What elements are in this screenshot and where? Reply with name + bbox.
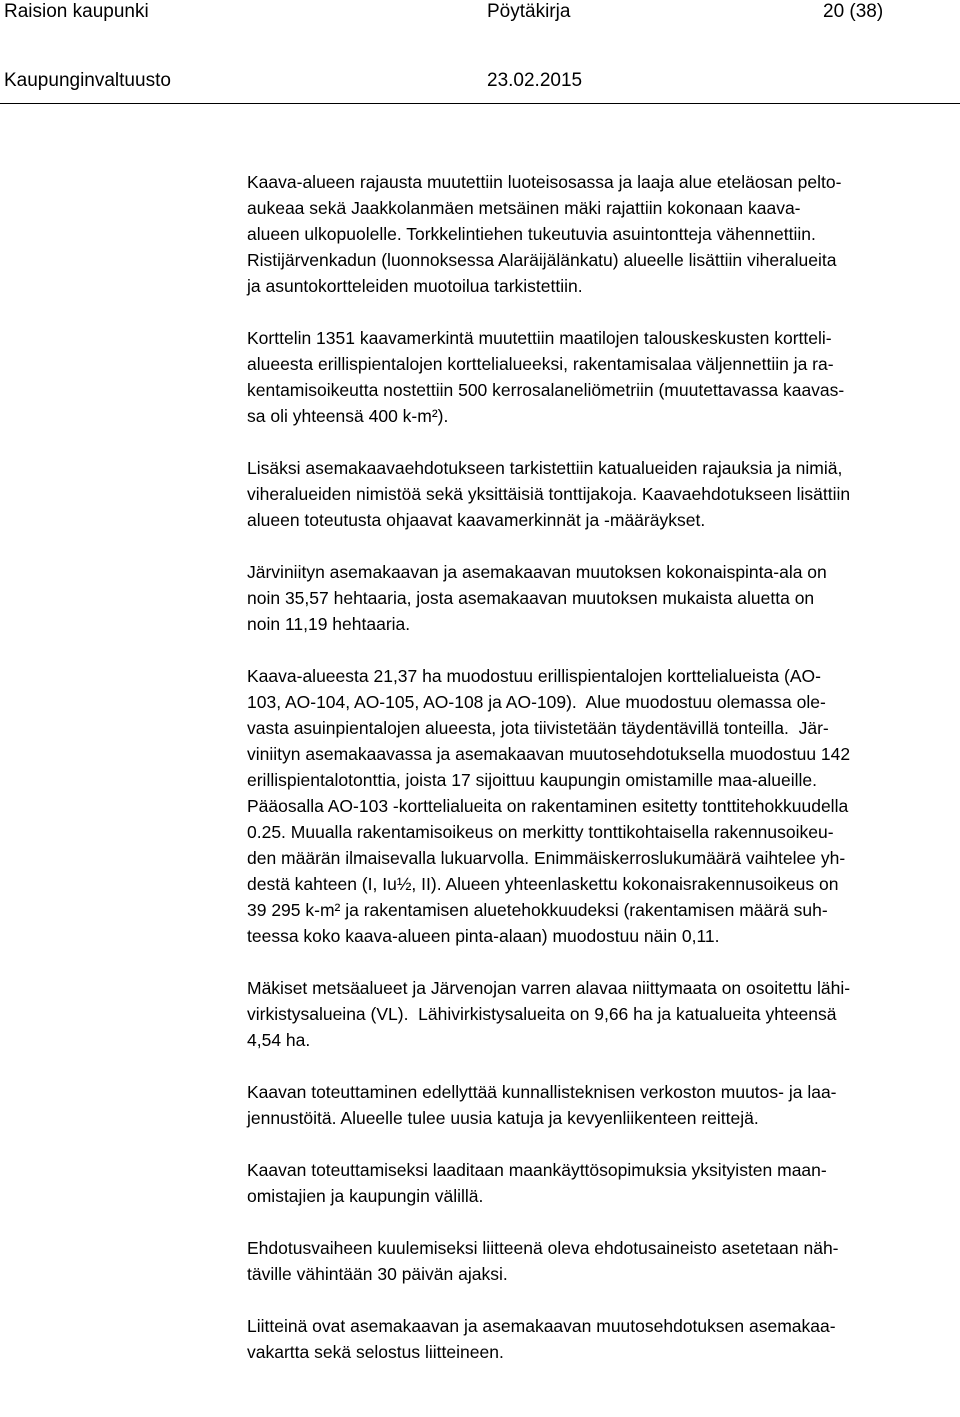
governing-body: Kaupunginvaltuusto xyxy=(4,70,171,91)
document-type: Pöytäkirja xyxy=(487,1,571,22)
meeting-date: 23.02.2015 xyxy=(487,70,583,91)
document-body xyxy=(247,169,958,1391)
page-number: 20 (38) xyxy=(823,1,884,22)
organization-name: Raision kaupunki xyxy=(4,1,149,22)
paragraph-street-areas: Lisäksi asemakaavaehdotukseen tarkistettiin katualueiden rajauksia ja nimiä, viheralueiden nimistöä sekä yksittäisiä tonttijakoja. Kaavaehdotukseen lisättiin alueen toteutusta ohjaavat kaavamerkinnät ja -määräykset. xyxy=(247,458,851,530)
paragraph-total-area: Järviniityn asemakaavan ja asemakaavan muutoksen kokonaispinta-ala on noin 35,57 hehtaaria, josta asemakaavan muutoksen mukaista aluetta on noin 11,19 hehtaaria. xyxy=(247,562,827,634)
paragraph-attachments: Liitteinä ovat asemakaavan ja asemakaavan muutosehdotuksen asemakaa- vakartta sekä selostus liitteineen. xyxy=(247,1316,836,1362)
paragraph-infrastructure: Kaavan toteuttaminen edellyttää kunnallisteknisen verkoston muutos- ja laa- jennustöitä. Alueelle tulee uusia katuja ja kevyenliikenteen reittejä. xyxy=(247,1082,837,1128)
paragraph-plan-boundary: Kaava-alueen rajausta muutettiin luoteisosassa ja laaja alue eteläosan pelto- aukeaa sekä Jaakkolanmäen metsäinen mäki rajattiin kokonaan kaava- alueen ulkopuolelle. Torkkelintiehen tukeutuvia asuintontteja vähennettiin. Ristijärvenkadun (luonnoksessa Alaräijälänkatu) alueelle lisättiin viheralueita ja asuntokortteleiden muotoilua tarkistettiin. xyxy=(247,172,842,296)
paragraph-land-use-agreements: Kaavan toteuttamiseksi laaditaan maankäyttösopimuksia yksityisten maan- omistajien ja kaupungin välillä. xyxy=(247,1160,827,1206)
paragraph-residential-blocks: Kaava-alueesta 21,37 ha muodostuu erillispientalojen korttelialueista (AO- 103, AO-104, AO-105, AO-108 ja AO-109). Alue muodostuu olemassa ole- vasta asuinpientalojen alueesta, jota tiivistetään täydentävillä tonteilla. Jär- viniityn asemakaavassa ja asemakaavan muutosehdotuksella muodostuu 142 erillispientalotonttia, joista 17 sijoittuu kaupungin omistamille maa-alueille. Pääosalla AO-103 -korttelialueita on rakentaminen esitetty tonttitehokkuudella 0.25. Muualla rakentamisoikeus on merkitty tonttikohtaisella rakennusoikeu- den määrän ilmaisevalla lukuarvolla. Enimmäiskerroslukumäärä vaihtelee yh- destä kahteen (I, Iu½, II). Alueen yhteenlaskettu kokonaisrakennusoikeus on 39 295 k-m² ja rakentamisen aluetehokkuudeksi (rakentamisen määrä suh- teessa koko kaava-alueen pinta-alaan) muodostuu näin 0,11. xyxy=(247,666,851,946)
document-header xyxy=(0,0,960,105)
header-divider xyxy=(0,103,960,104)
paragraph-block-1351: Korttelin 1351 kaavamerkintä muutettiin maatilojen talouskeskusten kortteli- alueesta erillispientalojen korttelialueeksi, rakentamisalaa väljennettiin ja ra- kentamisoikeutta nostettiin 500 kerrosalaneliömetriin (muutettavassa kaavas- sa oli yhteensä 400 k-m²). xyxy=(247,328,845,426)
paragraph-recreation-areas: Mäkiset metsäalueet ja Järvenojan varren alavaa niittymaata on osoitettu lähi- virkistysalueina (VL). Lähivirkistysalueita on 9,66 ha ja katualueita yhteensä 4,54 ha. xyxy=(247,978,851,1050)
paragraph-public-display: Ehdotusvaiheen kuulemiseksi liitteenä oleva ehdotusaineisto asetetaan näh- täville vähintään 30 päivän ajaksi. xyxy=(247,1238,839,1284)
